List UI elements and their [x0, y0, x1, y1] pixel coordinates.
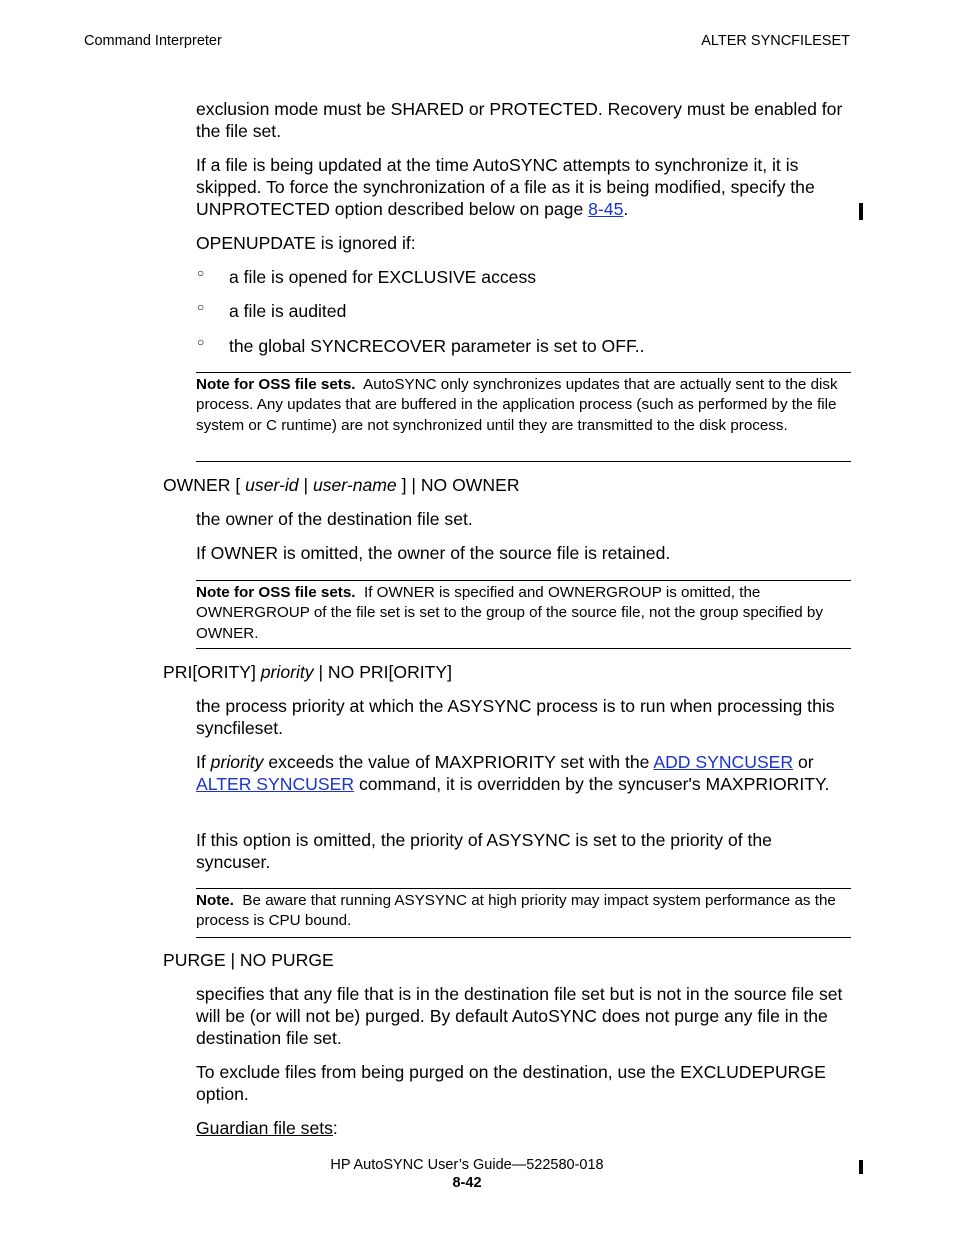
term-text: OWNER [ — [163, 475, 246, 495]
paragraph-owner-desc: the owner of the destination file set. — [196, 509, 473, 529]
running-header-left: Command Interpreter — [84, 33, 222, 49]
term-param: priority — [260, 662, 314, 682]
note-text: AutoSYNC only synchronizes updates that are actually sent to the disk process. Any updates that are buffered in the application process (such as performed by the file system or C runtime) are not synchronized until they are transmitted to the disk process. — [196, 376, 838, 434]
change-bar — [859, 203, 863, 220]
note-label: Note. — [196, 892, 234, 909]
alter-syncuser-link[interactable]: ALTER SYNCUSER — [196, 774, 355, 794]
list-item: the global SYNCRECOVER parameter is set to OFF.. — [229, 336, 645, 356]
term-text: | — [298, 475, 313, 495]
paragraph-purge-desc: specifies that any file that is in the destination file set but is not in the source file set will be (or will not be) purged. By default AutoSYNC does not purge any file in the destination file set. — [196, 984, 843, 1048]
note-text: Be aware that running ASYSYNC at high priority may impact system performance as the process is CPU bound. — [196, 892, 836, 930]
note-label: Note for OSS file sets. — [196, 376, 356, 393]
guardian-colon: : — [332, 1118, 338, 1138]
note-priority — [196, 888, 851, 938]
guardian-file-sets-heading — [196, 1117, 851, 1139]
term-text: | NO PRI[ORITY] — [313, 662, 453, 682]
paragraph-text: If — [196, 752, 211, 772]
bullet-icon: ○ — [197, 335, 205, 349]
term-purge: PURGE | NO PURGE — [163, 950, 334, 970]
paragraph-param: priority — [210, 752, 264, 772]
paragraph-priority-omitted: If this option is omitted, the priority of ASYSYNC is set to the priority of the syncuser. — [196, 830, 772, 872]
paragraph-priority-max — [196, 751, 851, 795]
add-syncuser-link[interactable]: ADD SYNCUSER — [653, 752, 794, 772]
list-item: a file is opened for EXCLUSIVE access — [229, 267, 537, 287]
list-item: a file is audited — [229, 301, 347, 321]
note-text: If OWNER is specified and OWNERGROUP is omitted, the OWNERGROUP of the file set is set to the group of the source file, not the group specified by OWNER. — [196, 584, 823, 642]
page-number: 8-42 — [452, 1175, 482, 1191]
paragraph-text: or — [793, 752, 814, 772]
change-bar — [859, 1160, 863, 1174]
paragraph-owner-omitted: If OWNER is omitted, the owner of the source file is retained. — [196, 543, 671, 563]
note-oss-owner — [196, 580, 851, 649]
term-text: PRI[ORITY] — [163, 662, 261, 682]
paragraph-text: command, it is overridden by the syncuser's MAXPRIORITY. — [354, 774, 830, 794]
bullet-icon: ○ — [197, 300, 205, 314]
term-priority — [163, 661, 452, 683]
paragraph-priority-desc: the process priority at which the ASYSYNC process is to run when processing this syncfileset. — [196, 696, 835, 738]
paragraph-openupdate: OPENUPDATE is ignored if: — [196, 233, 416, 253]
page-8-45-link[interactable]: 8-45 — [588, 199, 624, 219]
running-header-right: ALTER SYNCFILESET — [701, 33, 850, 49]
term-param: user-id — [245, 475, 299, 495]
paragraph-text: exceeds the value of MAXPRIORITY set with the — [263, 752, 654, 772]
note-label: Note for OSS file sets. — [196, 584, 356, 601]
guardian-label: Guardian file sets — [196, 1118, 333, 1138]
paragraph-excludepurge: To exclude files from being purged on the destination, use the EXCLUDEPURGE option. — [196, 1062, 826, 1104]
note-oss-sync — [196, 372, 851, 462]
footer-title: HP AutoSYNC User’s Guide—522580-018 — [330, 1157, 604, 1173]
term-text: ] | NO OWNER — [396, 475, 520, 495]
bullet-icon: ○ — [197, 266, 205, 280]
paragraph-skipped-files — [196, 154, 851, 220]
paragraph-exclusion-mode: exclusion mode must be SHARED or PROTECTED. Recovery must be enabled for the file set. — [196, 99, 843, 141]
paragraph-text: If a file is being updated at the time AutoSYNC attempts to synchronize it, it is skipped. To force the synchronization of a file as it is being modified, specify the UNPROTECTED option described below on page — [196, 155, 815, 219]
paragraph-text: . — [623, 199, 629, 219]
term-owner — [163, 474, 520, 496]
term-param: user-name — [312, 475, 397, 495]
